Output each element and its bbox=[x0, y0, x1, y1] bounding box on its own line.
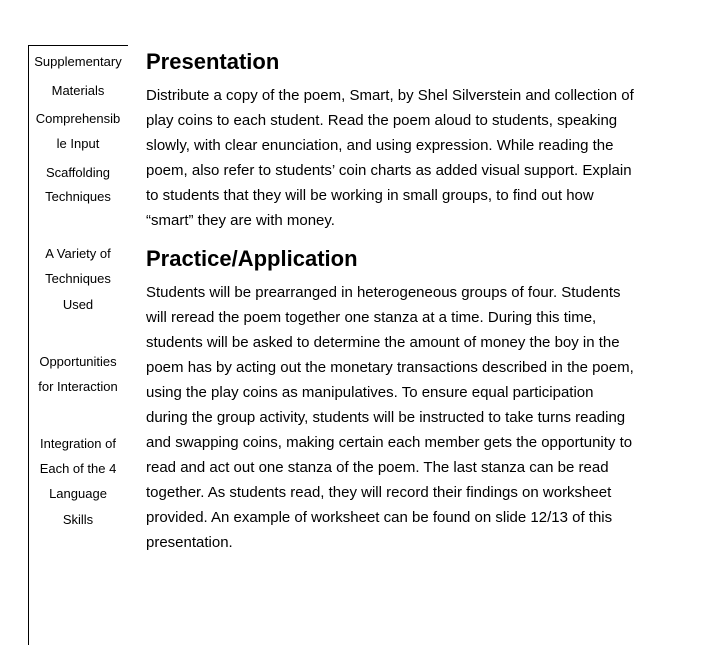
sidebar-label-le-input: le Input bbox=[56, 136, 100, 151]
paragraph-line: slowly, with clear enunciation, and using expression. While reading the bbox=[146, 137, 614, 154]
sidebar-label-opportunities: Opportunities bbox=[39, 354, 117, 369]
paragraph-line: Distribute a copy of the poem, Smart, by Shel Silverstein and collection of bbox=[146, 87, 634, 104]
sidebar-label-techniques-1: Techniques bbox=[45, 189, 111, 204]
sidebar-label-materials: Materials bbox=[51, 83, 105, 98]
sidebar-label-variety-of: A Variety of bbox=[45, 246, 111, 261]
sidebar-label-for-interaction: for Interaction bbox=[38, 379, 118, 394]
sidebar-frame bbox=[28, 45, 128, 645]
paragraph-line: read and act out one stanza of the poem. The last stanza can be read bbox=[146, 459, 609, 476]
paragraph-line: play coins to each student. Read the poem aloud to students, speaking bbox=[146, 112, 618, 129]
sidebar-label-language: Language bbox=[49, 486, 107, 501]
paragraph-line: provided. An example of worksheet can be found on slide 12/13 of this bbox=[146, 509, 613, 526]
sidebar-label-techniques-2: Techniques bbox=[45, 271, 111, 286]
paragraph-line: together. As students read, they will record their findings on worksheet bbox=[146, 484, 612, 501]
paragraph-line: and swapping coins, making certain each member gets the opportunity to bbox=[146, 434, 633, 451]
presentation-heading: Presentation bbox=[146, 49, 280, 74]
practice-paragraph bbox=[146, 280, 716, 555]
sidebar-label-supplementary: Supplementary bbox=[34, 54, 122, 69]
sidebar-label-used: Used bbox=[62, 297, 94, 312]
sidebar-label-integration-of: Integration of bbox=[40, 436, 116, 451]
practice-heading: Practice/Application bbox=[146, 246, 358, 271]
sidebar-label-each-of-the-4: Each of the 4 bbox=[39, 461, 117, 476]
presentation-paragraph bbox=[146, 83, 716, 233]
paragraph-line: poem, also refer to students’ coin charts as added visual support. Explain bbox=[146, 162, 632, 179]
paragraph-line: presentation. bbox=[146, 534, 233, 551]
paragraph-line: using the play coins as manipulatives. To ensure equal participation bbox=[146, 384, 594, 401]
paragraph-line: poem has by acting out the monetary transactions described in the poem, bbox=[146, 359, 634, 376]
paragraph-line: to students that they will be working in small groups, to find out how bbox=[146, 187, 594, 204]
paragraph-line: students will be asked to determine the amount of money the boy in the bbox=[146, 334, 620, 351]
sidebar-label-scaffolding: Scaffolding bbox=[45, 165, 111, 180]
sidebar-label-skills: Skills bbox=[62, 512, 94, 527]
paragraph-line: during the group activity, students will be instructed to take turns reading bbox=[146, 409, 626, 426]
sidebar-label-comprehensib: Comprehensib bbox=[35, 111, 121, 126]
paragraph-line: Students will be prearranged in heterogeneous groups of four. Students bbox=[146, 284, 621, 301]
paragraph-line: will reread the poem together one stanza at a time. During this time, bbox=[146, 309, 597, 326]
paragraph-line: “smart” they are with money. bbox=[146, 212, 335, 229]
